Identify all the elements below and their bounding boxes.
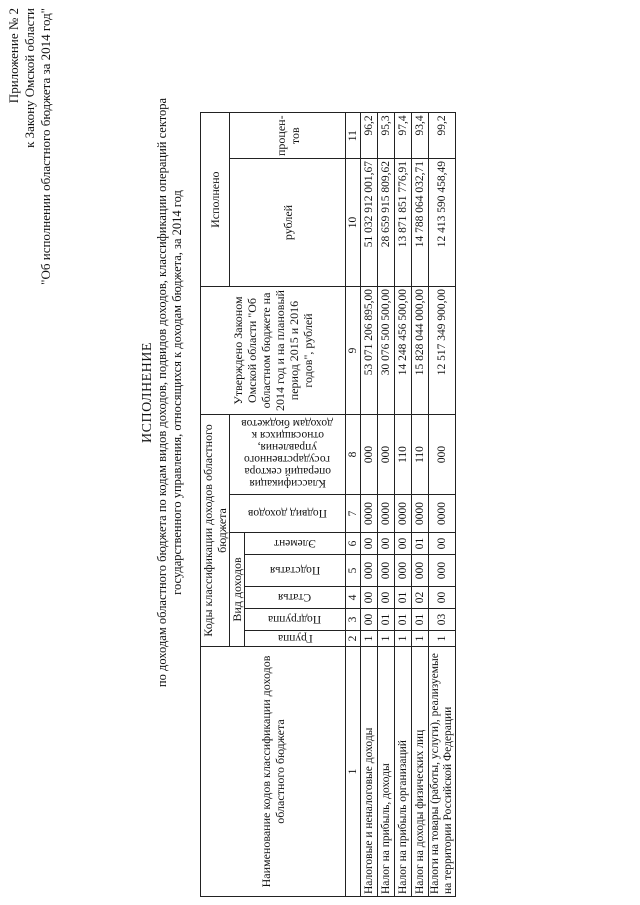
title-main: ИСПОЛНЕНИЕ: [140, 342, 155, 443]
cell-gruppa: 1: [361, 631, 378, 647]
cell-podvid: 0000: [361, 495, 378, 533]
cell-pct: 93,4: [412, 113, 429, 159]
cell-approved: 53 071 206 895,00: [361, 287, 378, 415]
cell-executed: 51 032 912 001,67: [361, 159, 378, 287]
header-codes-group: Коды классификации доходов областного бюджета: [201, 415, 230, 647]
title-line-2: государственного управления, относящихся к доходам бюджета, за 2014 год: [170, 190, 184, 595]
revenue-table: [200, 112, 456, 897]
cell-approved: 15 828 044 000,00: [412, 287, 429, 415]
cell-name: Налог на доходы физических лиц: [412, 647, 429, 897]
header-executed: Исполнено: [201, 113, 230, 287]
table-row: [378, 113, 395, 897]
title-line-1: по доходам областного бюджета по кодам видов доходов, подвидов доходов, классификации операций сектора: [155, 97, 169, 688]
col-index: 6: [346, 533, 361, 555]
cell-podgruppa: 01: [395, 609, 412, 631]
cell-kosgu: 110: [395, 415, 412, 495]
header-approved: Утверждено Законом Омской области "Об областном бюджете на 2014 год и на плановый период 2015 и 2016 годов", рублей: [201, 287, 346, 415]
cell-pct: 97,4: [395, 113, 412, 159]
cell-statya: 00: [361, 587, 378, 609]
cell-statya: 00: [378, 587, 395, 609]
cell-executed: 14 788 064 032,71: [412, 159, 429, 287]
col-index: 1: [346, 647, 361, 897]
cell-executed: 13 871 851 776,91: [395, 159, 412, 287]
cell-podstatya: 000: [429, 555, 456, 587]
cell-element: 00: [395, 533, 412, 555]
cell-kosgu: 000: [429, 415, 456, 495]
cell-executed: 28 659 915 809,62: [378, 159, 395, 287]
cell-podvid: 0000: [395, 495, 412, 533]
header-podgruppa: Подгруппа: [268, 613, 322, 626]
cell-gruppa: 1: [429, 631, 456, 647]
col-index: 10: [346, 159, 361, 287]
cell-approved: 14 248 456 500,00: [395, 287, 412, 415]
col-index: 8: [346, 415, 361, 495]
header-podvid: Подвид доходов: [248, 507, 327, 520]
cell-name: Налог на прибыль организаций: [395, 647, 412, 897]
header-statya-cell: [245, 587, 346, 609]
header-kosgu: Классификация операций сектора государственного управления, относящихся к доходам бюджетов: [241, 417, 334, 490]
cell-element: 00: [378, 533, 395, 555]
cell-pct: 95,3: [378, 113, 395, 159]
cell-approved: 30 076 500 500,00: [378, 287, 395, 415]
col-index: 5: [346, 555, 361, 587]
cell-statya: 00: [429, 587, 456, 609]
table-row: [429, 113, 456, 897]
header-statya: Статья: [278, 591, 312, 604]
table-row: [361, 113, 378, 897]
document-title: [140, 40, 185, 745]
col-index: 2: [346, 631, 361, 647]
header-podvid-cell: [230, 495, 346, 533]
appendix-header: [6, 8, 54, 285]
table-row: [395, 113, 412, 897]
header-podstatya: Подстатья: [269, 564, 321, 577]
header-rub: рублей: [230, 159, 346, 287]
header-podgruppa-cell: [245, 609, 346, 631]
cell-name: Налог на прибыль, доходы: [378, 647, 395, 897]
cell-gruppa: 1: [412, 631, 429, 647]
cell-statya: 02: [412, 587, 429, 609]
cell-podvid: 0000: [429, 495, 456, 533]
cell-pct: 99,2: [429, 113, 456, 159]
col-index: 11: [346, 113, 361, 159]
cell-statya: 01: [395, 587, 412, 609]
cell-podstatya: 000: [361, 555, 378, 587]
cell-podvid: 0000: [378, 495, 395, 533]
table-row: [412, 113, 429, 897]
header-gruppa: Группа: [277, 632, 313, 645]
cell-executed: 12 413 590 458,49: [429, 159, 456, 287]
cell-name: Налоги на товары (работы, услуги), реализуемые на территории Российской Федерации: [429, 647, 456, 897]
cell-podgruppa: 01: [378, 609, 395, 631]
col-index: 7: [346, 495, 361, 533]
cell-element: 01: [412, 533, 429, 555]
cell-podstatya: 000: [395, 555, 412, 587]
header-vid: Вид доходов: [230, 533, 245, 647]
col-index: 4: [346, 587, 361, 609]
cell-podgruppa: 00: [361, 609, 378, 631]
cell-element: 00: [429, 533, 456, 555]
header-name: Наименование кодов классификации доходов областного бюджета: [201, 647, 346, 897]
cell-kosgu: 000: [378, 415, 395, 495]
header-element: Элемент: [274, 537, 316, 550]
cell-pct: 96,2: [361, 113, 378, 159]
cell-podstatya: 000: [412, 555, 429, 587]
cell-approved: 12 517 349 900,00: [429, 287, 456, 415]
col-index: 9: [346, 287, 361, 415]
header-element-cell: [245, 533, 346, 555]
cell-kosgu: 110: [412, 415, 429, 495]
appendix-law: к Закону Омской области: [22, 8, 37, 148]
cell-element: 00: [361, 533, 378, 555]
appendix-law-title: "Об исполнении областного бюджета за 2014 год": [38, 8, 53, 285]
cell-gruppa: 1: [378, 631, 395, 647]
column-index-row: [346, 113, 361, 897]
header-pct: процен-тов: [230, 113, 346, 159]
cell-kosgu: 000: [361, 415, 378, 495]
appendix-number: Приложение № 2: [6, 8, 21, 104]
cell-podgruppa: 03: [429, 609, 456, 631]
header-podstatya-cell: [245, 555, 346, 587]
cell-podstatya: 000: [378, 555, 395, 587]
col-index: 3: [346, 609, 361, 631]
header-gruppa-cell: [245, 631, 346, 647]
cell-gruppa: 1: [395, 631, 412, 647]
cell-podvid: 0000: [412, 495, 429, 533]
header-kosgu-cell: [230, 415, 346, 495]
cell-name: Налоговые и неналоговые доходы: [361, 647, 378, 897]
cell-podgruppa: 01: [412, 609, 429, 631]
